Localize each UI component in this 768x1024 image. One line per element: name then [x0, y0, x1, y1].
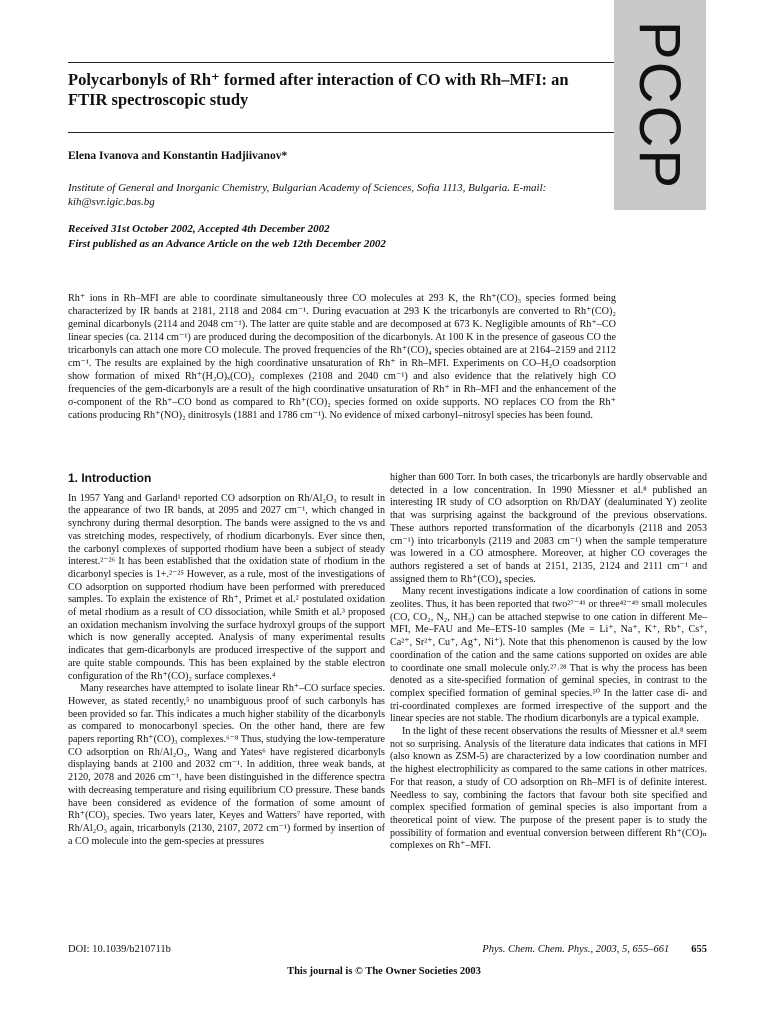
- abstract: Rh⁺ ions in Rh–MFI are able to coordinate simultaneously three CO molecules at 293 K, the Rh⁺(CO)₃ species formed being characterized by IR bands at 2181, 2118 and 2084 cm⁻¹. During evacuation at 293 K the tricarbonyls are converted to Rh⁺(CO)₂ geminal dicarbonyls (2114 and 2048 cm⁻¹). The latter are quite stable and are decomposed at 673 K. Negligible amounts of Rh⁺–CO linear species (ca. 2114 cm⁻¹) are produced during the decomposition of the dicarbonyls. At 100 K in the presence of gaseous CO the tricarbonyls can attach one more CO molecule. The proved frequencies of the Rh⁺(CO)₄ species obtained are at 2164–2159 and 2112 cm⁻¹. The results are explained by the high coordinative unsaturation of Rh⁺ in Rh–MFI. Experiments on CO–H₂O coadsorption show formation of mixed Rh⁺(H₂O)ₓ(CO)₂ complexes (2108 and 2040 cm⁻¹) and also evidence that the relatively high CO frequencies of the gem-dicarbonyls are a result of the high coordinative unsaturation of Rh⁺ in Rh–MFI and the enhancement of the σ-component of the Rh⁺–CO bond as compared to Rh⁺(CO)₂ species formed on oxide supports. NO replaces CO from the Rh⁺ cations producing Rh⁺(NO)₂ dinitrosyls (1881 and 1786 cm⁻¹). No evidence of mixed carbonyl–nitrosyl species has been found.: [68, 293, 616, 421]
- published-date: First published as an Advance Article on the web 12th December 2002: [68, 238, 386, 250]
- paragraph: In 1957 Yang and Garland¹ reported CO adsorption on Rh/Al₂O₃ to result in the appearance of two IR bands, at 2095 and 2027 cm⁻¹, which changed in synchrony during thermal desorption. The bands were assigned to the νs and νas stretching modes, respectively, of rhodium dicarbonyls. Ever since then, the carbonyl complexes of supported rhodium have been a subject of steady interest.²⁻²⁶ It has been established that the oxidation state of rhodium in the dicarbonyl species is 1+.²⁻²⁵ However, as a rule, most of the investigations of CO adsorption on supported rhodium have been performed with prereduced samples. To explain the existence of Rh⁺, Primet et al.² postulated oxidation of metal rhodium as a result of CO dissociation, while Smith et al.³ proposed an oxidation mechanism involving the surface hydroxyl groups of the support which is now generally accepted. Analysis of many experimental results indicates that gem-dicarbonyls are produced irrespective of the support and are quite stable compounds. This has been explained by the stable electron configuration of the Rh⁺(CO)₂ surface complexes.⁴: [68, 492, 385, 682]
- journal-brand: PCCP: [627, 20, 693, 190]
- authors: Elena Ivanova and Konstantin Hadjiivanov*: [68, 150, 288, 162]
- right-column: [390, 472, 707, 853]
- doi: DOI: 10.1039/b210711b: [68, 944, 171, 955]
- section-heading: 1. Introduction: [68, 471, 152, 485]
- title-rule: [68, 132, 614, 133]
- journal-citation: Phys. Chem. Chem. Phys., 2003, 5, 655–661: [482, 944, 670, 955]
- journal-brand-band: [614, 0, 706, 210]
- article-title: Polycarbonyls of Rh⁺ formed after interaction of CO with Rh–MFI: an FTIR spectroscopic study: [68, 70, 569, 109]
- paragraph: Many recent investigations indicate a low coordination of cations in some zeolites. Thus, it has been reported that two²⁷⁻⁴¹ or three⁴²⁻⁴⁹ small molecules (CO, CO₂, N₂, NH₃) can be attached stepwise to one cation in different Me–MFI, Me–FAU and Me–ETS-10 samples (Me = Li⁺, Na⁺, K⁺, Rb⁺, Cs⁺, Ca²⁺, Sr²⁺, Cu⁺, Ag⁺, Ni⁺). Note that this phenomenon is caused by the low coordination of the cation and the same cations supported on oxides are able to coordinate one small molecule only.²⁷˒²⁸ That is why the process has been denoted as a site-specified formation of geminal species, in contrast to the complex specified formation of geminal species.⁵⁰ In the latter case di- and tri-coordinated complexes are formed irrespective of the support and the linear species are not stable. The rhodium dicarbonyls are a typical example.: [390, 586, 707, 725]
- left-column: [68, 472, 385, 848]
- paragraph: Many researches have attempted to isolate linear Rh⁺–CO surface species. However, as stated recently,⁵ no unambiguous proof of such carbonyls has been provided so far. This indicates a much higher stability of the dicarbonyls as compared to monocarbonyl species. On the other hand, there are few papers reporting Rh⁺(CO)₃ complexes.⁶⁻⁸ Thus, studying the low-temperature CO adsorption on Rh/Al₂O₃, Wang and Yates⁶ have registered dicarbonyls displaying bands at 2100 and 2032 cm⁻¹. In addition, three weak bands, at 2120, 2078 and 2026 cm⁻¹, have been distinguished in the difference spectra with decreasing temperature and rising equilibrium CO pressure. These bands have been considered as evidence of the formation of some amount of Rh⁺(CO)₃ species. Two years later, Keyes and Watters⁷ have reported, with Rh/Al₂O₃ again, tricarbonyls (2130, 2107, 2072 cm⁻¹) formed by insertion of a CO molecule into the gem-species at pressures: [68, 683, 385, 847]
- paragraph: higher than 600 Torr. In both cases, the tricarbonyls are hardly observable and detected in a low concentration. In 1990 Miessner et al.⁸ published an interesting IR study of CO adsorption on Rh/DAY (dealuminated Y) zeolite that was surprising against the background of the previous observations. These authors reported transformation of the dicarbonyls (2118 and 2053 cm⁻¹) into tricarbonyls (2119 and 2083 cm⁻¹) when the sample temperature was lowered in a CO atmosphere. Moreover, at higher CO coverages the authors registered a set of bands at 2151, 2135, 2124 and 2111 cm⁻¹ and assigned them to Rh⁺(CO)₄ species.: [390, 472, 707, 585]
- affiliation: Institute of General and Inorganic Chemistry, Bulgarian Academy of Sciences, Sofia 1113, Bulgaria. E-mail: kih@svr.igic.bas.bg: [68, 182, 547, 208]
- page-number: 655: [691, 944, 707, 955]
- paragraph: In the light of these recent observations the results of Miessner et al.⁸ seem not so surprising. Analysis of the literature data indicates that cations in MFI (also known as ZSM-5) are characterized by a low coordination number and the highest electrophilicity as compared to the same cations in other matrices. For that reason, a study of CO adsorption on Rh–MFI is of definite interest. Needless to say, combining the factors that favour both site specified and complex specified formation of geminal species is also important from a theoretical point of view. The purpose of the present paper is to study the possibility of formation and eventual conversion between different Rh⁺(CO)ₙ complexes on Rh⁺–MFI.: [390, 726, 707, 852]
- journal-citation-bar: [390, 944, 707, 955]
- copyright-line: This journal is © The Owner Societies 2003: [287, 966, 481, 977]
- top-rule: [68, 62, 614, 63]
- received-date: Received 31st October 2002, Accepted 4th December 2002: [68, 223, 330, 235]
- article-dates: [68, 222, 608, 252]
